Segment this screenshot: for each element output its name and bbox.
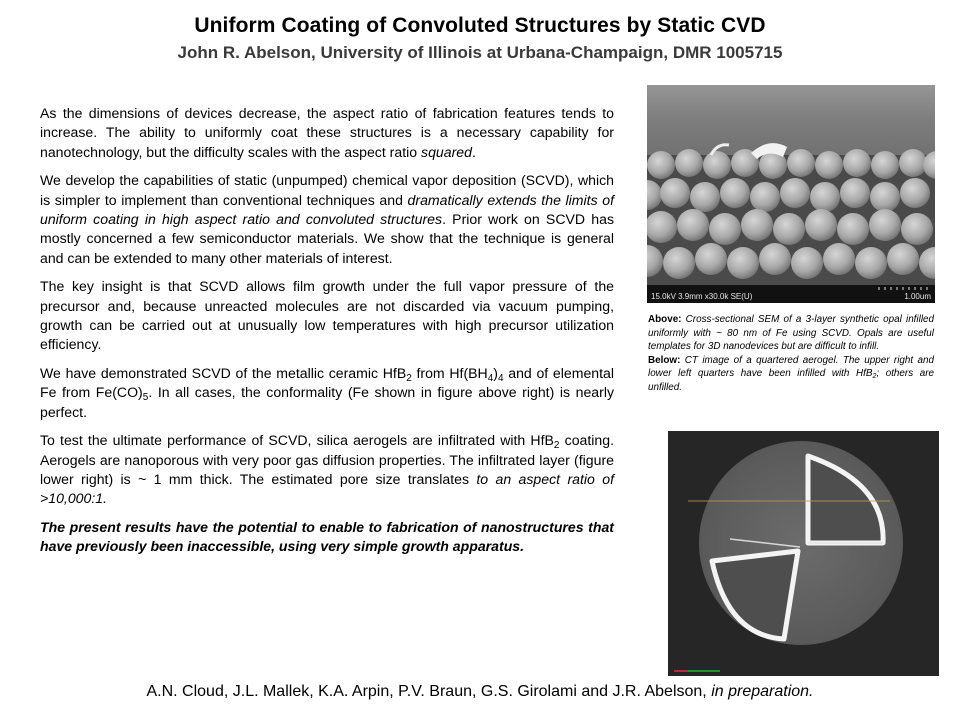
figure-caption	[648, 313, 934, 395]
paragraph-1: As the dimensions of devices decrease, the aspect ratio of fabrication features tends to increase. The ability to uniformly coat these structures is a necessary capability for nanotechnology, but the difficulty scales with the aspect ratio squared.	[40, 105, 614, 160]
paragraph-6-conclusion: The present results have the potential to enable to fabrication of nanostructures that have previously been inaccessible, using very simple growth apparatus.	[40, 518, 614, 555]
ct-aerogel-image	[668, 431, 939, 676]
paragraph-2: We develop the capabilities of static (unpumped) chemical vapor deposition (SCVD), which is simpler to implement than conventional techniques and dramatically extends the limits of uniform coating in high aspect ratio and convoluted structures. Prior work on SCVD has mostly concerned a few semiconductor materials. We show that the technique is general and can be extended to many other materials of interest.	[40, 172, 614, 266]
slide-title: Uniform Coating of Convoluted Structures by Static CVD	[194, 14, 766, 37]
sem-cross-section-image	[647, 85, 935, 303]
reference-citation: A.N. Cloud, J.L. Mallek, K.A. Arpin, P.V. Braun, G.S. Girolami and J.R. Abelson, in preparation.	[146, 683, 814, 700]
sem-scale-label: 1.00um	[904, 292, 931, 301]
paragraph-3: The key insight is that SCVD allows film growth under the full vapor pressure of the precursor and, because unreacted molecules are not discarded via vacuum pumping, growth can be carried out at unusually low temperatures with high precursor utilization efficiency.	[40, 278, 614, 353]
paragraph-4: We have demonstrated SCVD of the metallic ceramic HfB$_2$ from $Hf(BH_4)_4$ and of elemental Fe from $Fe(CO)_5$. In all cases, the conformality (Fe shown in figure above right) is nearly perfect.	[40, 364, 614, 420]
sem-info-label: 15.0kV 3.9mm x30.0k SE(U)	[651, 292, 753, 301]
slide-subtitle: John R. Abelson, University of Illinois at Urbana-Champaign, DMR 1005715	[177, 43, 783, 62]
sem-graphic	[647, 85, 935, 303]
ct-graphic	[668, 431, 939, 676]
caption-below: Below: CT image of a quartered aerogel. The upper right and lower left quarters have been infilled with HfB$_2$; others are unfilled.	[648, 354, 934, 393]
paragraph-5: To test the ultimate performance of SCVD, silica aerogels are infiltrated with HfB$_2$ coating. Aerogels are nanoporous with very poor gas diffusion properties. The infiltrated layer (figure lower right) is ~ 1 mm thick. The estimated pore size translates to an aspect ratio of >10,000:1.	[40, 432, 615, 507]
main-text	[40, 104, 614, 566]
caption-above: Above: Cross-sectional SEM of a 3-layer synthetic opal infilled uniformly with ~ 80 nm of Fe using SCVD. Opals are useful templates for 3D nanodevices but are difficult to infill.	[648, 314, 934, 353]
